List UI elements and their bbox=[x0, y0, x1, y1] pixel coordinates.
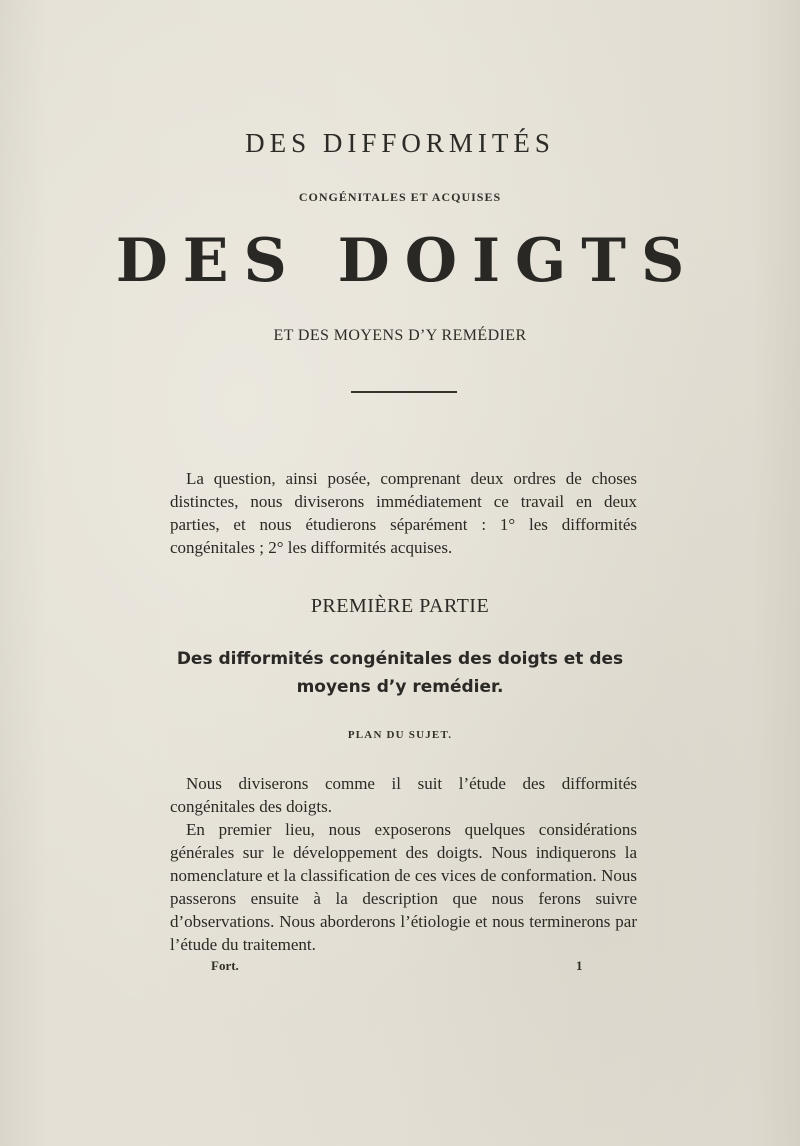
plan-heading: PLAN DU SUJET. bbox=[347, 729, 453, 741]
main-title: DES DOIGTS bbox=[115, 226, 700, 296]
page-title: DES DIFFORMITÉS bbox=[245, 128, 555, 158]
signature-mark: 1 bbox=[576, 958, 583, 973]
part-heading: PREMIÈRE PARTIE bbox=[310, 595, 490, 617]
title-subheading: ET DES MOYENS D’Y REMÉDIER bbox=[273, 327, 527, 344]
body-paragraph: En premier lieu, nous exposerons quelques considérations générales sur le développement des doigts. Nous indiquerons la nomenclature et la classification de ces vices de conformation. Nous passerons ensuite à la description que nous ferons suivre d’observations. Nous aborderons l’étiologie et nous terminerons par l’étude du traitement. bbox=[170, 820, 637, 954]
section-heading: Des difformités congénitales des doigts et des moyens d’y remédier. bbox=[176, 649, 624, 697]
body-paragraph: Nous diviserons comme il suit l’étude des difformités congénitales des doigts. bbox=[170, 774, 637, 816]
title-divider bbox=[351, 391, 457, 393]
page-subtitle: CONGÉNITALES ET ACQUISES bbox=[298, 190, 502, 204]
footer-author: Fort. bbox=[211, 958, 239, 973]
intro-paragraph: La question, ainsi posée, comprenant deux ordres de choses distinctes, nous diviserons immédiatement ce travail en deux parties, et nous étudierons séparément : 1° les difformités congénitales ; 2° les difformités acquises. bbox=[170, 469, 637, 557]
